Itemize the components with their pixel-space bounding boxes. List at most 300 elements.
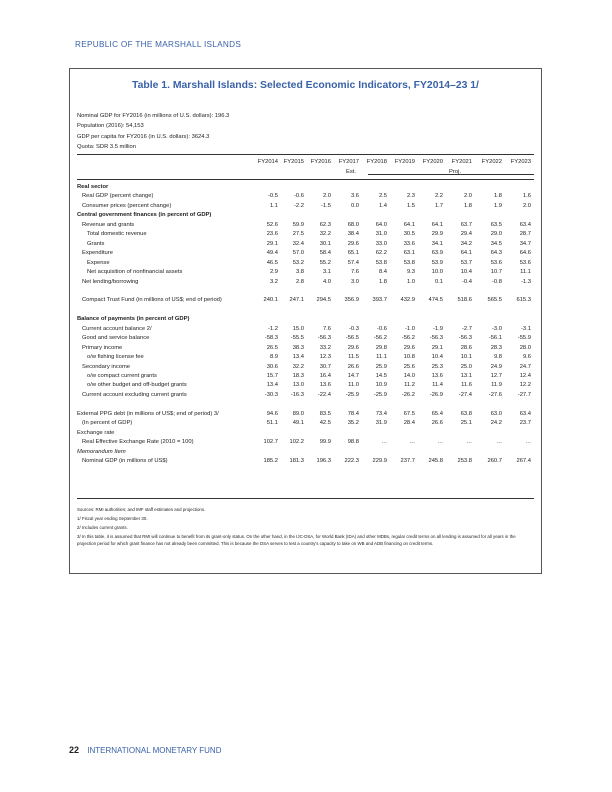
table-cell: 38.3 (292, 344, 304, 351)
table-cell: 11.9 (491, 382, 502, 389)
table-cell: 32.2 (292, 363, 304, 370)
table-cell: 11.2 (404, 382, 415, 389)
table-cell: -56.3 (429, 335, 443, 342)
table-cell: -55.5 (290, 335, 304, 342)
table-cell: -2.2 (294, 202, 304, 209)
table-row (77, 193, 534, 202)
table-cell: 53.8 (375, 259, 387, 266)
projection-label: Proj. (449, 169, 461, 175)
table-cell: 10.0 (431, 269, 443, 276)
meta-nominal-gdp: Nominal GDP for FY2016 (in millions of U.S. dollars): 196.3 (77, 113, 230, 119)
table-row (77, 411, 534, 420)
table-cell: … (409, 439, 415, 446)
table-cell: -1.2 (268, 325, 278, 332)
table-cell: 64.0 (375, 221, 387, 228)
table-cell: 294.5 (316, 297, 331, 304)
table-row (77, 420, 534, 429)
table-cell: 10.7 (490, 269, 502, 276)
table-cell: -30.3 (264, 391, 278, 398)
table-cell: 65.1 (347, 250, 359, 257)
table-row (77, 184, 534, 193)
table-cell: 3.6 (350, 193, 359, 200)
table-cell: 34.5 (490, 240, 502, 247)
table-cell: 29.1 (266, 240, 278, 247)
table-row (77, 401, 534, 410)
table-cell: 27.5 (292, 231, 304, 238)
table-cell: 53.9 (431, 259, 443, 266)
table-cell: 29.0 (490, 231, 502, 238)
table-cell: 38.4 (347, 231, 359, 238)
note-1: 1/ Fiscal year ending September 30. (77, 516, 148, 521)
table-cell: 42.5 (319, 420, 331, 427)
table-cell: 29.6 (347, 240, 359, 247)
table-cell: -27.4 (458, 391, 472, 398)
table-cell: 89.0 (292, 410, 304, 417)
note-3: 3/ In this table, it is assumed that RMI will continue to benefit from its grant-only status. On the other hand, in the IJC-DSA, for World Bank (IDA) and other MDBs, regular credit terms on all lending is assumed for all years in the projection period for which grant finance has not already been committed. This is because the DSA serves to test a country's capacity to take on WB and ADB financing on credit terms. (77, 534, 516, 546)
table-cell: 24.2 (490, 420, 502, 427)
table-cell: 2.0 (463, 193, 472, 200)
table-cell: -56.5 (345, 335, 359, 342)
row-label: Consumer prices (percent change) (82, 202, 172, 209)
table-cell: 34.2 (460, 240, 472, 247)
table-cell: 10.4 (431, 354, 443, 361)
row-label: Good and service balance (82, 335, 150, 342)
table-cell: 29.8 (375, 344, 387, 351)
table-cell: 63.5 (490, 221, 502, 228)
table-cell: … (437, 439, 443, 446)
table-title: Table 1. Marshall Islands: Selected Economic Indicators, FY2014–23 1/ (132, 80, 479, 91)
table-cell: -56.3 (317, 335, 331, 342)
table-cell: 0.1 (434, 278, 443, 285)
table-row (77, 297, 534, 306)
row-label: Compact Trust Fund (in millions of US$; end of period) (82, 297, 222, 304)
table-cell: 59.9 (292, 221, 304, 228)
note-sources: Sources: RMI authorities; and IMF staff estimates and projections. (77, 507, 206, 512)
table-cell: 99.9 (319, 439, 331, 446)
row-label: Memorandum Item (77, 448, 126, 455)
row-label: Current account excluding current grants (82, 391, 187, 398)
table-cell: -1.9 (433, 325, 443, 332)
column-header-fy2019: FY2019 (394, 159, 415, 165)
table-row (77, 307, 534, 316)
table-cell: 33.2 (319, 344, 331, 351)
table-row (77, 203, 534, 212)
table-cell: 49.4 (266, 250, 278, 257)
table-cell: 73.4 (375, 410, 387, 417)
table-cell: -27.7 (517, 391, 531, 398)
table-cell: … (496, 439, 502, 446)
column-header-fy2018: FY2018 (366, 159, 387, 165)
table-cell: 518.6 (457, 297, 472, 304)
column-header-fy2017: FY2017 (338, 159, 359, 165)
table-cell: 18.3 (292, 373, 304, 379)
table-cell: 3.1 (322, 269, 331, 276)
table-cell: 1.8 (378, 278, 387, 285)
table-row (77, 279, 534, 288)
header-bottom-rule (77, 179, 534, 180)
row-label: Primary income (82, 344, 123, 351)
table-cell: -0.6 (377, 325, 387, 332)
meta-gdp-per-capita: GDP per capita for FY2016 (in U.S. dollars): 3624.3 (77, 134, 210, 140)
table-cell: 181.3 (289, 458, 304, 465)
table-cell: 11.5 (348, 354, 359, 361)
row-label: Real Effective Exchange Rate (2010 = 100) (82, 439, 194, 446)
table-cell: 52.6 (266, 221, 278, 228)
meta-population: Population (2016): 54,153 (77, 123, 144, 129)
table-cell: 14.5 (375, 373, 387, 379)
estimate-label: Est. (346, 169, 356, 175)
table-cell: 68.0 (347, 221, 359, 228)
table-cell: 2.2 (434, 193, 443, 200)
table-cell: 0.0 (350, 202, 359, 209)
table-cell: 1.7 (434, 202, 443, 209)
table-cell: 32.4 (292, 240, 304, 247)
row-label: Revenue and grants (82, 221, 135, 228)
table-cell: 78.4 (347, 410, 359, 417)
row-label: Real sector (77, 184, 109, 190)
table-cell: 33.0 (375, 240, 387, 247)
table-row (77, 364, 534, 373)
table-cell: 432.9 (400, 297, 415, 304)
table-cell: 49.1 (292, 420, 304, 427)
table-row (77, 373, 534, 382)
table-cell: 28.3 (490, 344, 502, 351)
row-label: (In percent of GDP) (82, 420, 133, 427)
table-row (77, 354, 534, 363)
table-cell: 65.4 (431, 410, 443, 417)
row-label: External PPG debt (in millions of US$; end of period) 3/ (77, 410, 219, 417)
table-cell: 9.8 (493, 354, 502, 361)
table-cell: 102.7 (263, 439, 278, 446)
table-bottom-rule (77, 498, 534, 499)
table-cell: 12.4 (519, 373, 531, 379)
row-label: Central government finances (in percent of GDP) (77, 212, 212, 219)
table-cell: -2.7 (462, 325, 472, 332)
row-label: o/w other budget and off-budget grants (87, 382, 187, 389)
table-cell: 63.1 (403, 250, 415, 257)
table-cell: -0.3 (349, 325, 359, 332)
table-cell: 11.1 (376, 354, 387, 361)
table-cell: 13.0 (292, 382, 304, 389)
table-cell: 3.0 (350, 278, 359, 285)
table-cell: 13.6 (319, 382, 331, 389)
table-cell: 240.1 (263, 297, 278, 304)
table-cell: 237.7 (400, 458, 415, 465)
table-cell: … (466, 439, 472, 446)
table-row (77, 449, 534, 458)
table-cell: 29.6 (347, 344, 359, 351)
table-cell: 53.2 (292, 259, 304, 266)
table-cell: 15.0 (292, 325, 304, 332)
table-cell: -3.0 (492, 325, 502, 332)
table-cell: -26.9 (429, 391, 443, 398)
table-cell: 30.1 (319, 240, 331, 247)
table-cell: 2.0 (522, 202, 531, 209)
table-cell: 11.6 (461, 382, 472, 389)
table-cell: 16.4 (319, 373, 331, 379)
table-cell: 26.6 (347, 363, 359, 370)
table-cell: 260.7 (487, 458, 502, 465)
table-cell: 2.0 (322, 193, 331, 200)
table-cell: 53.6 (519, 259, 531, 266)
table-cell: 267.4 (516, 458, 531, 465)
table-cell: 8.4 (378, 269, 387, 276)
table-cell: 1.9 (493, 202, 502, 209)
row-label: Current account balance 2/ (82, 325, 152, 332)
table-cell: 55.2 (319, 259, 331, 266)
table-cell: -55.9 (517, 335, 531, 342)
table-cell: 14.7 (347, 373, 359, 379)
table-row (77, 335, 534, 344)
table-cell: 29.6 (403, 344, 415, 351)
table-cell: 8.9 (269, 354, 278, 361)
table-cell: 83.5 (319, 410, 331, 417)
row-label: o/w compact current grants (87, 373, 157, 379)
table-cell: 2.3 (406, 193, 415, 200)
table-cell: 29.1 (431, 344, 443, 351)
row-label: Net acquisition of nonfinancial assets (87, 269, 183, 276)
row-label: Nominal GDP (in millions of US$) (82, 458, 168, 465)
table-cell: 62.3 (319, 221, 331, 228)
table-cell: 25.0 (460, 363, 472, 370)
table-cell: -56.2 (373, 335, 387, 342)
row-label: Exchange rate (77, 429, 115, 436)
table-cell: 24.7 (519, 363, 531, 370)
table-row (77, 231, 534, 240)
table-cell: 51.1 (266, 420, 278, 427)
column-header-fy2014: FY2014 (257, 159, 278, 165)
table-cell: 63.7 (460, 221, 472, 228)
table-cell: 23.6 (266, 231, 278, 238)
table-cell: 26.5 (266, 344, 278, 351)
table-cell: 29.4 (460, 231, 472, 238)
table-cell: 13.6 (431, 373, 443, 379)
table-top-rule (77, 154, 534, 155)
table-cell: -27.6 (488, 391, 502, 398)
table-cell: -0.5 (268, 193, 278, 200)
table-cell: 185.2 (263, 458, 278, 465)
row-label: Real GDP (percent change) (82, 193, 154, 200)
table-cell: 10.9 (375, 382, 387, 389)
table-cell: 31.0 (375, 231, 387, 238)
row-label: Expenditure (82, 250, 113, 257)
table-cell: 1.8 (493, 193, 502, 200)
table-row (77, 430, 534, 439)
table-cell: 2.8 (295, 278, 304, 285)
table-row (77, 212, 534, 221)
row-label: o/w fishing license fee (87, 354, 144, 361)
table-cell: 1.1 (269, 202, 278, 209)
table-cell: 393.7 (372, 297, 387, 304)
table-cell: 1.6 (522, 193, 531, 200)
table-cell: 25.9 (375, 363, 387, 370)
meta-quota: Quota: SDR 3.5 million (77, 144, 136, 150)
table-cell: 356.9 (344, 297, 359, 304)
table-cell: 23.7 (519, 420, 531, 427)
table-cell: 12.7 (490, 373, 502, 379)
table-cell: 34.7 (519, 240, 531, 247)
table-cell: 25.6 (403, 363, 415, 370)
table-cell: 10.8 (403, 354, 415, 361)
table-cell: 30.7 (319, 363, 331, 370)
table-cell: -1.3 (521, 278, 531, 285)
table-cell: 28.4 (403, 420, 415, 427)
page-footer (69, 745, 221, 755)
table-cell: 64.3 (490, 250, 502, 257)
row-label: Balance of payments (in percent of GDP) (77, 316, 190, 323)
column-header-fy2021: FY2021 (451, 159, 472, 165)
table-cell: 615.3 (516, 297, 531, 304)
table-cell: 11.4 (432, 382, 443, 389)
table-cell: 26.6 (431, 420, 443, 427)
table-cell: 7.6 (350, 269, 359, 276)
table-cell: 98.8 (347, 439, 359, 446)
table-cell: 13.1 (460, 373, 472, 379)
table-cell: 474.5 (428, 297, 443, 304)
footer-publisher: INTERNATIONAL MONETARY FUND (87, 746, 222, 755)
table-cell: 29.9 (431, 231, 443, 238)
table-cell: -1.5 (321, 202, 331, 209)
table-cell: 67.5 (403, 410, 415, 417)
table-cell: 24.9 (490, 363, 502, 370)
table-row (77, 326, 534, 335)
table-cell: 58.4 (319, 250, 331, 257)
table-cell: 13.4 (266, 382, 278, 389)
table-cell: 28.7 (519, 231, 531, 238)
table-cell: 57.0 (292, 250, 304, 257)
table-cell: 30.5 (403, 231, 415, 238)
running-header: REPUBLIC OF THE MARSHALL ISLANDS (75, 40, 242, 49)
table-cell: 9.3 (406, 269, 415, 276)
table-cell: 64.1 (460, 250, 472, 257)
table-cell: 31.9 (375, 420, 387, 427)
table-row (77, 288, 534, 297)
table-cell: -25.9 (373, 391, 387, 398)
table-row (77, 345, 534, 354)
row-label: Net lending/borrowing (82, 278, 139, 285)
table-cell: -0.4 (462, 278, 472, 285)
table-cell: 7.6 (322, 325, 331, 332)
table-cell: -25.9 (345, 391, 359, 398)
table-cell: 53.7 (460, 259, 472, 266)
table-cell: 64.6 (519, 250, 531, 257)
table-cell: 245.8 (428, 458, 443, 465)
column-header-fy2015: FY2015 (283, 159, 304, 165)
table-cell: 53.6 (490, 259, 502, 266)
table-cell: 30.6 (266, 363, 278, 370)
table-cell: 11.1 (520, 269, 531, 276)
table-cell: -3.1 (521, 325, 531, 332)
table-row (77, 250, 534, 259)
table-cell: 62.2 (375, 250, 387, 257)
table-cell: -56.3 (458, 335, 472, 342)
table-cell: 10.1 (460, 354, 472, 361)
table-cell: 196.3 (316, 458, 331, 465)
table-cell: 1.5 (406, 202, 415, 209)
row-label: Expense (87, 259, 110, 266)
column-header-fy2023: FY2023 (510, 159, 531, 165)
column-header-fy2020: FY2020 (422, 159, 443, 165)
table-cell: … (381, 439, 387, 446)
table-cell: 9.6 (522, 354, 531, 361)
table-cell: 14.0 (403, 373, 415, 379)
table-cell: 53.8 (403, 259, 415, 266)
table-cell: 4.0 (322, 278, 331, 285)
table-cell: 28.6 (460, 344, 472, 351)
table-cell: 222.3 (344, 458, 359, 465)
table-cell: 63.0 (490, 410, 502, 417)
table-row (77, 269, 534, 278)
row-label: Total domestic revenue (87, 231, 147, 238)
table-row (77, 382, 534, 391)
table-cell: 10.4 (460, 269, 472, 276)
table-cell: 57.4 (347, 259, 359, 266)
table-cell: -58.3 (264, 335, 278, 342)
table-row (77, 439, 534, 448)
table-cell: -56.2 (401, 335, 415, 342)
table-cell: -1.0 (405, 325, 415, 332)
table-cell: -56.1 (488, 335, 502, 342)
table-cell: 63.4 (519, 410, 531, 417)
table-cell: 32.2 (319, 231, 331, 238)
table-cell: 63.4 (519, 221, 531, 228)
table-cell: 15.7 (266, 373, 278, 379)
table-cell: -16.3 (290, 391, 304, 398)
table-row (77, 260, 534, 269)
table-cell: 1.4 (378, 202, 387, 209)
table-cell: 64.1 (403, 221, 415, 228)
table-cell: 63.8 (460, 410, 472, 417)
table-cell: 253.8 (457, 458, 472, 465)
table-cell: 25.1 (460, 420, 472, 427)
table-row (77, 458, 534, 467)
table-cell: 247.1 (289, 297, 304, 304)
table-cell: 11.0 (348, 382, 359, 389)
table-cell: -0.8 (492, 278, 502, 285)
column-header-fy2022: FY2022 (481, 159, 502, 165)
table-cell: 46.5 (266, 259, 278, 266)
table-cell: 1.8 (463, 202, 472, 209)
table-row (77, 222, 534, 231)
table-cell: 102.2 (289, 439, 304, 446)
table-row (77, 316, 534, 325)
table-cell: 28.0 (519, 344, 531, 351)
table-cell: 13.4 (292, 354, 304, 361)
table-cell: … (525, 439, 531, 446)
table-cell: 3.8 (295, 269, 304, 276)
table-cell: 3.2 (269, 278, 278, 285)
note-2: 2/ Includes current grants. (77, 525, 128, 530)
page-number: 22 (69, 745, 80, 755)
table-cell: -22.4 (317, 391, 331, 398)
table-cell: 12.3 (319, 354, 331, 361)
table-cell: 35.2 (347, 420, 359, 427)
table-cell: 2.5 (378, 193, 387, 200)
table-cell: 64.1 (431, 221, 443, 228)
table-cell: -26.2 (401, 391, 415, 398)
row-label: Grants (87, 240, 105, 247)
column-header-fy2016: FY2016 (310, 159, 331, 165)
table-cell: -0.6 (294, 193, 304, 200)
row-label: Secondary income (82, 363, 131, 370)
table-cell: 25.3 (431, 363, 443, 370)
table-cell: 2.9 (269, 269, 278, 276)
table-cell: 229.9 (372, 458, 387, 465)
table-cell: 34.1 (431, 240, 443, 247)
table-cell: 94.6 (266, 410, 278, 417)
table-cell: 12.2 (519, 382, 531, 389)
table-cell: 1.0 (406, 278, 415, 285)
